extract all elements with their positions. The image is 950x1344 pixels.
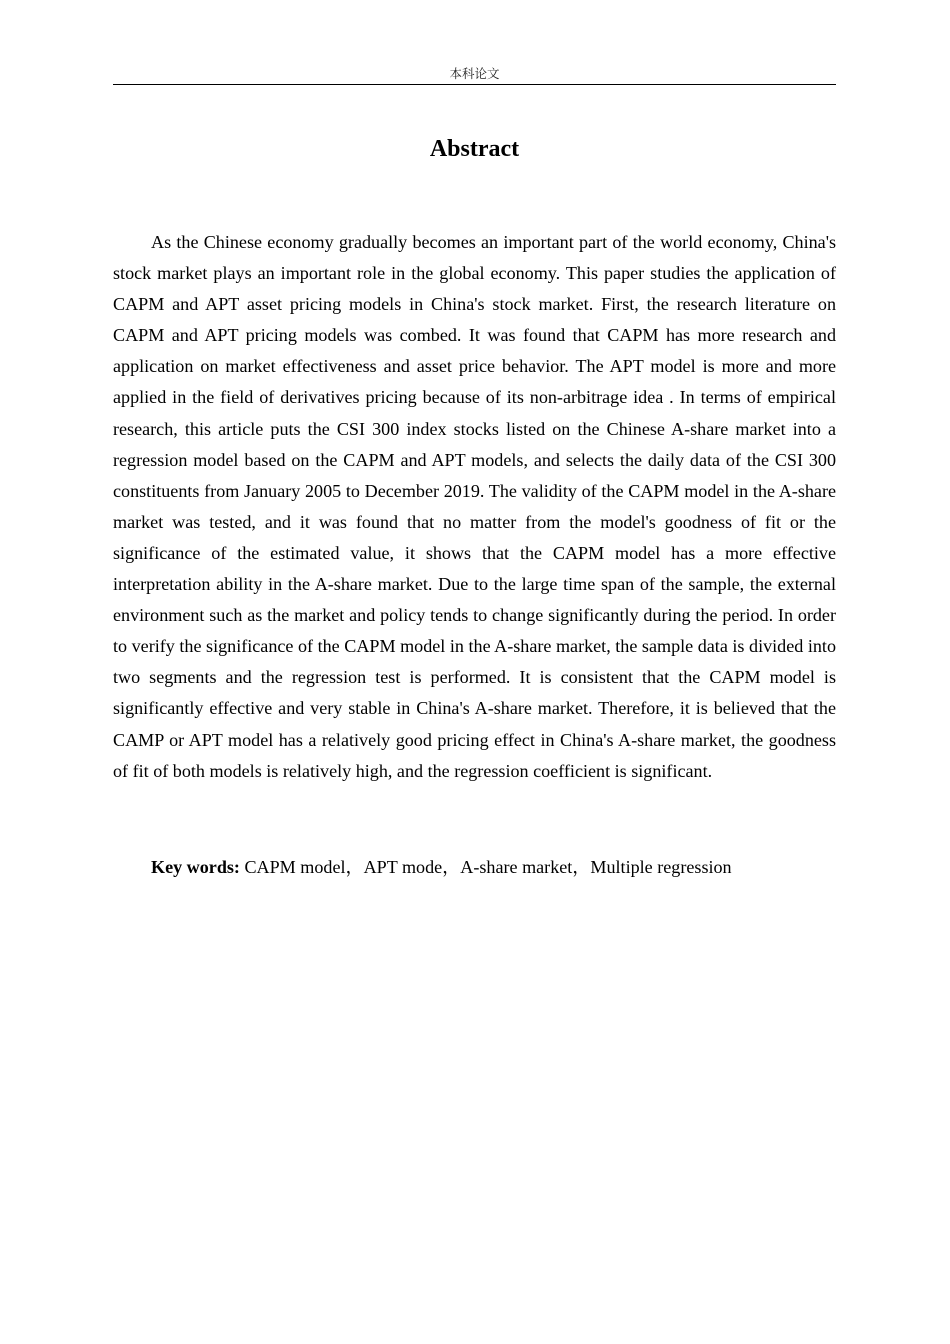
keywords-label: Key words: [151, 857, 240, 877]
abstract-body: As the Chinese economy gradually becomes an important part of the world economy, China's stock market plays an important role in the global economy. This paper studies the application of CAPM and APT asset pricing models in China's stock market. First, the research literature on CAPM and APT pricing models was combed. It was found that CAPM has more research and application on market effectiveness and asset price behavior. The APT model is more and more applied in the field of derivatives pricing because of its non-arbitrage idea . In terms of empirical research, this article puts the CSI 300 index stocks listed on the Chinese A-share market into a regression model based on the CAPM and APT models, and selects the daily data of the CSI 300 constituents from January 2005 to December 2019. The validity of the CAPM model in the A-share market was tested, and it was found that no matter from the model's goodness of fit or the significance of the estimated value, it shows that the CAPM model has a more effective interpretation ability in the A-share market. Due to the large time span of the sample, the external environment such as the market and policy tends to change significantly during the period. In order to verify the significance of the CAPM model in the A-share market, the sample data is divided into two segments and the regression test is performed. It is consistent that the CAPM model is significantly effective and very stable in China's A-share market. Therefore, it is believed that the CAMP or APT model has a relatively good pricing effect in China's A-share market, the goodness of fit of both models is relatively high, and the regression coefficient is significant. [113, 232, 836, 781]
running-header: 本科论文 [113, 64, 836, 85]
keywords-line [151, 852, 836, 883]
keywords-text: CAPM model，APT mode，A-share market，Multiple regression [239, 857, 732, 877]
abstract-title: Abstract [429, 136, 520, 162]
